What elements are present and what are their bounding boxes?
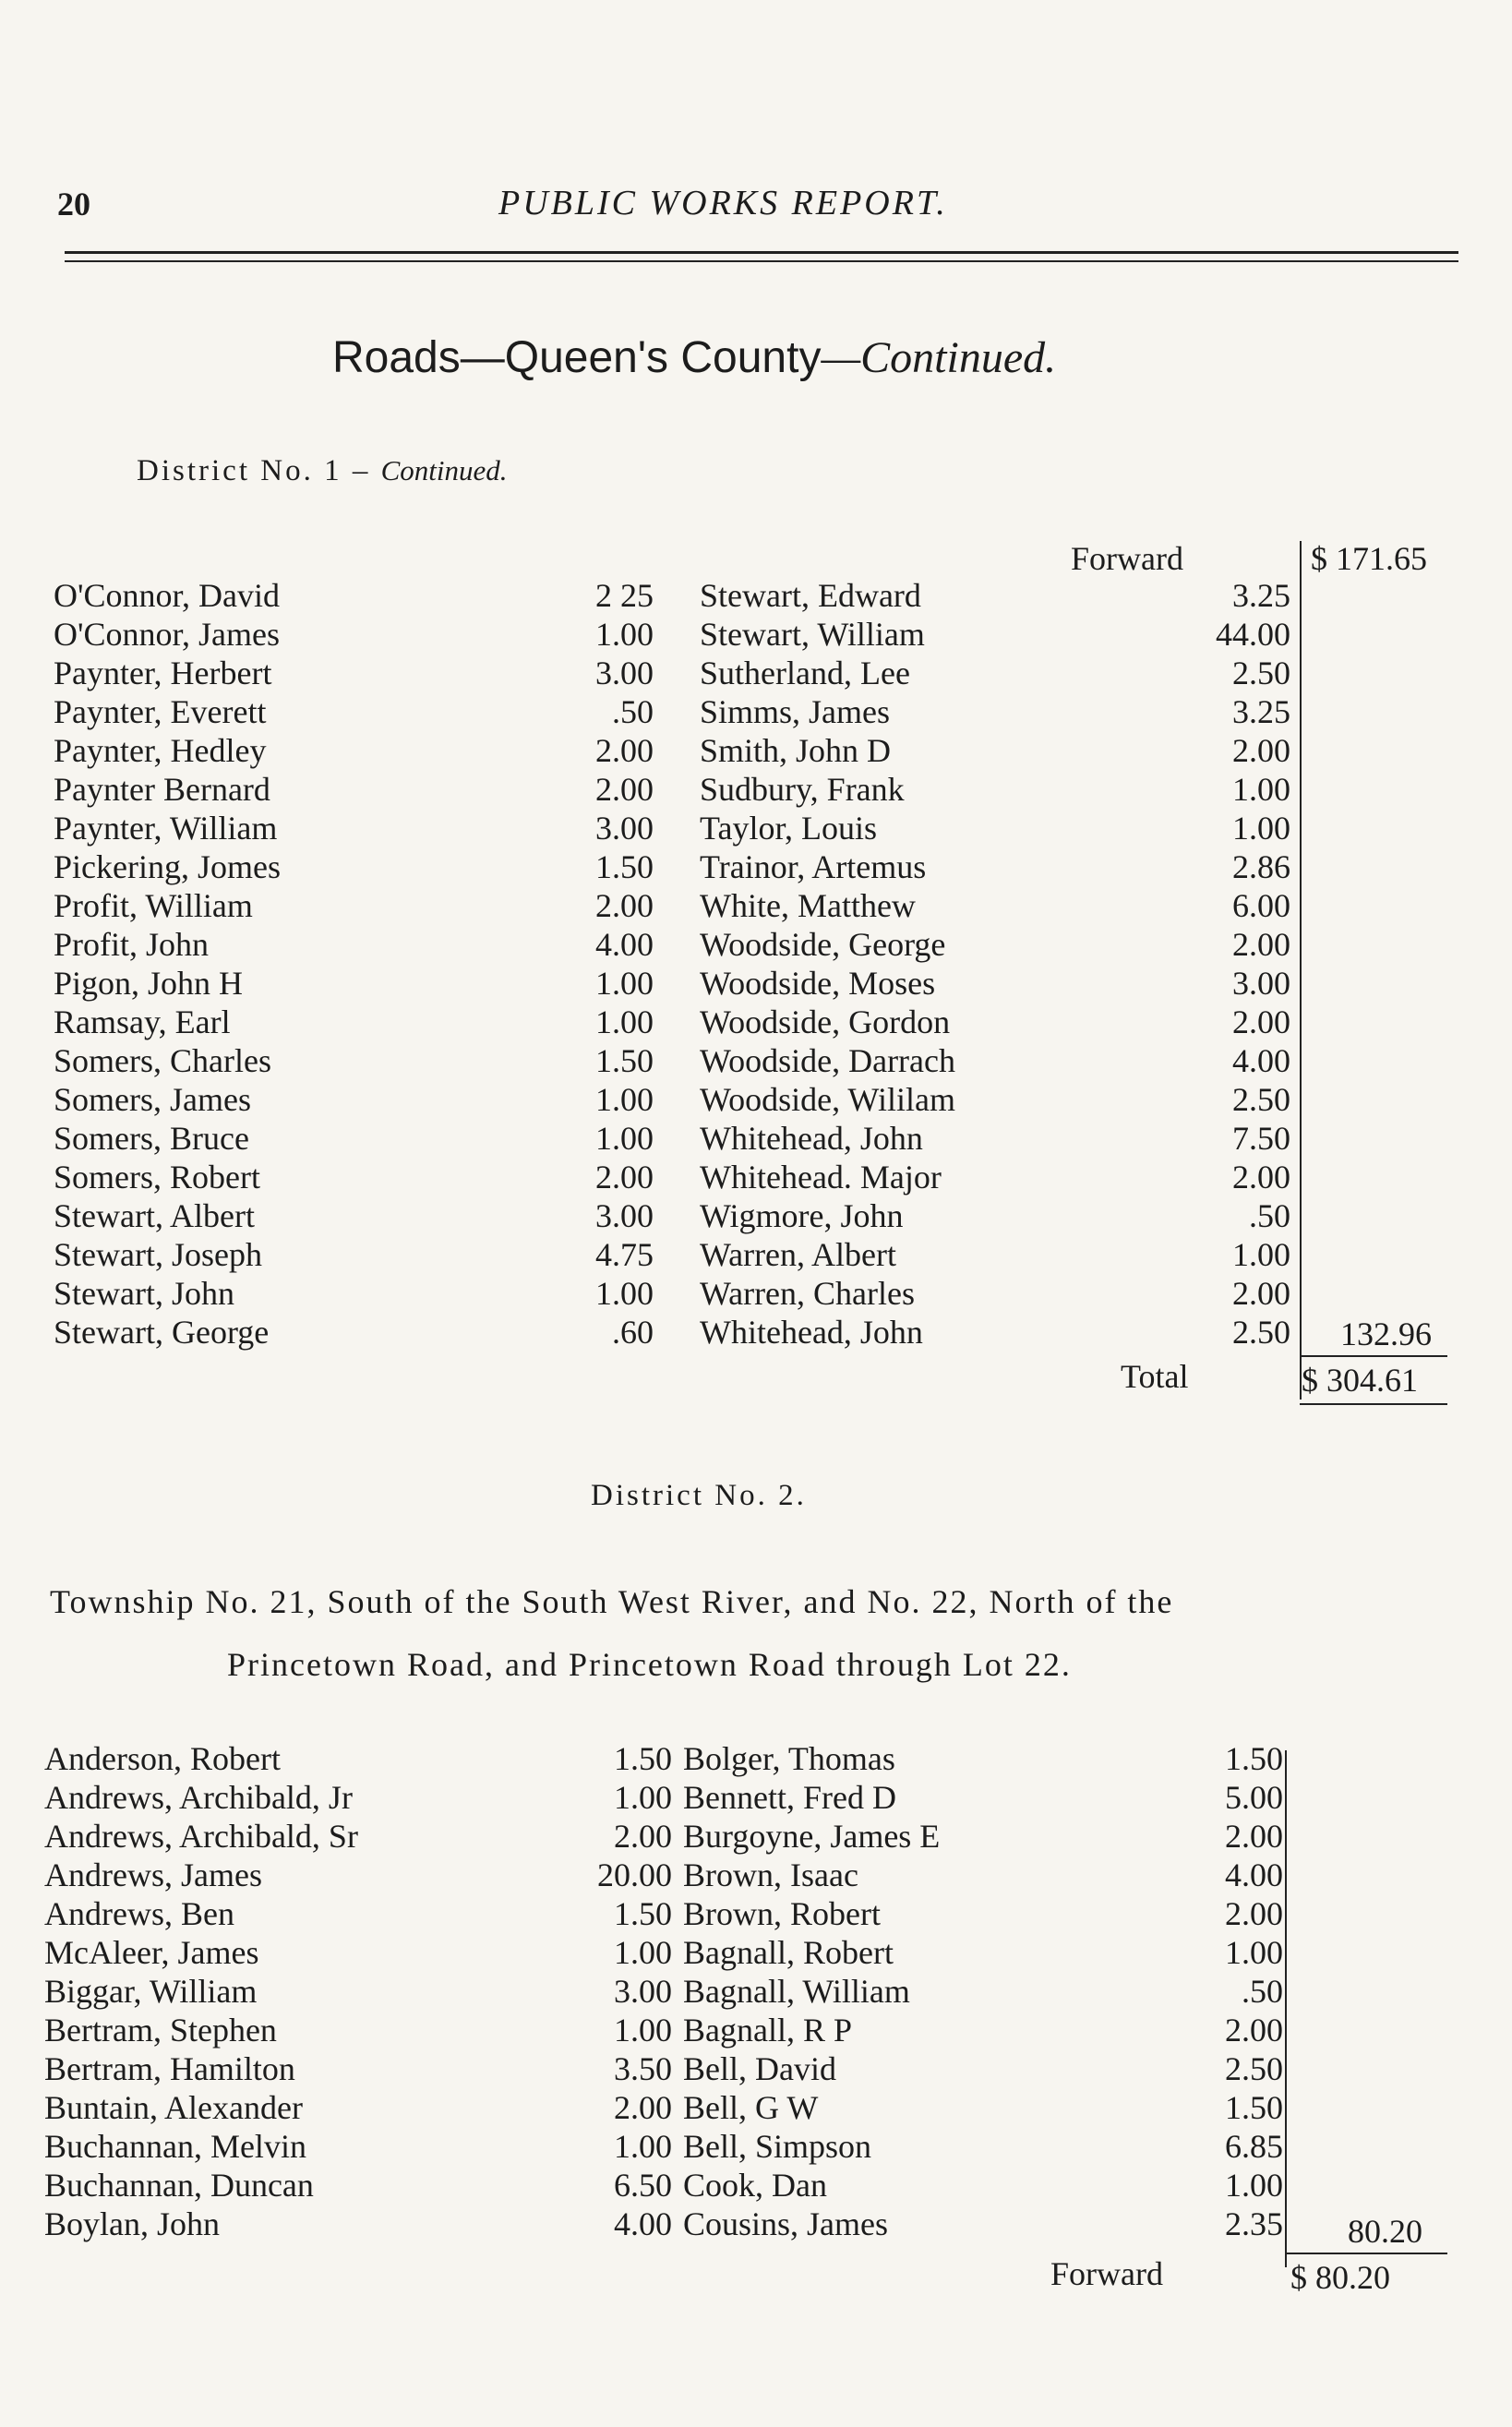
list-item — [54, 576, 654, 615]
list-item — [683, 2205, 1283, 2243]
entry-name: Bertram, Hamilton — [44, 2050, 295, 2087]
running-title: PUBLIC WORKS REPORT. — [498, 184, 948, 222]
entry-name: Anderson, Robert — [44, 1740, 281, 1777]
entry-amount: 6.85 — [1225, 2128, 1283, 2165]
entry-name: McAleer, James — [44, 1934, 259, 1971]
district-2-column-rule — [1285, 1750, 1287, 2267]
entry-amount: 2.00 — [1225, 1895, 1283, 1932]
entry-amount: 2.35 — [1225, 2205, 1283, 2242]
entry-amount: 3.50 — [614, 2050, 672, 2087]
list-item — [700, 925, 1290, 964]
entry-amount: 1.00 — [595, 965, 654, 1002]
entry-amount: 3.25 — [1232, 577, 1290, 614]
list-item — [54, 1158, 654, 1196]
entry-amount: 4.00 — [614, 2205, 672, 2242]
district-2-left-list — [44, 1739, 672, 2243]
district-2-forward-label: Forward — [1050, 2255, 1163, 2292]
entry-amount: 7.50 — [1232, 1120, 1290, 1157]
district-1-forward-label: Forward — [1071, 540, 1183, 577]
entry-name: Wigmore, John — [700, 1197, 904, 1234]
section-title-main: Roads—Queen's County — [332, 333, 822, 382]
district-2-heading: District No. 2. — [591, 1479, 807, 1512]
entry-amount: 1.00 — [614, 1934, 672, 1971]
section-title — [332, 332, 1056, 383]
entry-name: Andrews, Archibald, Jr — [44, 1779, 353, 1816]
list-item — [44, 2011, 672, 2049]
list-item — [54, 847, 654, 886]
list-item — [700, 1080, 1290, 1119]
entry-amount: 1.00 — [1225, 2167, 1283, 2204]
list-item — [54, 692, 654, 731]
entry-name: Bell, David — [683, 2050, 836, 2087]
list-item — [700, 964, 1290, 1003]
list-item — [54, 925, 654, 964]
list-item — [683, 1739, 1283, 1778]
entry-amount: 1.00 — [614, 2012, 672, 2049]
list-item — [683, 1894, 1283, 1933]
entry-name: Profit, John — [54, 926, 210, 963]
entry-amount: 2.86 — [1232, 848, 1290, 885]
entry-amount: 3.25 — [1232, 693, 1290, 730]
district-1-sum-rule — [1300, 1355, 1447, 1357]
entry-name: Stewart, Joseph — [54, 1236, 262, 1273]
entry-name: Bagnall, William — [683, 1973, 910, 2010]
list-item — [44, 1933, 672, 1972]
entry-name: Stewart, William — [700, 616, 925, 653]
list-item — [700, 1235, 1290, 1274]
list-item — [700, 654, 1290, 692]
entry-name: Bagnall, R P — [683, 2012, 853, 2049]
list-item — [44, 1739, 672, 1778]
entry-name: Profit, William — [54, 887, 253, 924]
header-rule-bottom — [65, 260, 1458, 262]
entry-name: Andrews, James — [44, 1856, 262, 1893]
entry-name: Ramsay, Earl — [54, 1003, 231, 1040]
district-1-heading-continued: Continued. — [380, 454, 508, 487]
township-line-1: Township No. 21, South of the South West River, and No. 22, North of the — [50, 1583, 1174, 1620]
entry-amount: 2.00 — [1232, 926, 1290, 963]
list-item — [44, 1972, 672, 2011]
list-item — [700, 615, 1290, 654]
district-2-subtotal: 80.20 — [1348, 2213, 1422, 2250]
entry-name: Buchannan, Melvin — [44, 2128, 306, 2165]
list-item — [54, 770, 654, 809]
entry-name: Woodside, Wililam — [700, 1081, 955, 1118]
list-item — [700, 1313, 1290, 1352]
list-item — [54, 1313, 654, 1352]
entry-name: Cousins, James — [683, 2205, 889, 2242]
entry-name: Woodside, George — [700, 926, 946, 963]
entry-name: Paynter, Herbert — [54, 655, 272, 691]
entry-amount: 1.00 — [595, 1120, 654, 1157]
list-item — [44, 2205, 672, 2243]
entry-name: Whitehead, John — [700, 1120, 923, 1157]
list-item — [54, 731, 654, 770]
list-item — [683, 2127, 1283, 2166]
entry-amount: 1.00 — [1225, 1934, 1283, 1971]
entry-amount: 2.00 — [614, 2089, 672, 2126]
list-item — [700, 770, 1290, 809]
entry-amount: 2.00 — [1232, 1159, 1290, 1195]
entry-amount: 2.50 — [1232, 655, 1290, 691]
page-number: 20 — [57, 186, 90, 222]
entry-amount: .50 — [612, 693, 654, 730]
district-1-total-amount: $ 304.61 — [1302, 1362, 1418, 1399]
list-item — [54, 1196, 654, 1235]
entry-name: Bell, G W — [683, 2089, 819, 2126]
list-item — [700, 1196, 1290, 1235]
list-item — [683, 1933, 1283, 1972]
entry-amount: 1.00 — [595, 1003, 654, 1040]
entry-name: Somers, James — [54, 1081, 251, 1118]
entry-amount: 1.00 — [595, 616, 654, 653]
entry-amount: 1.50 — [595, 1042, 654, 1079]
entry-amount: 2.00 — [1232, 1003, 1290, 1040]
list-item — [54, 1003, 654, 1041]
list-item — [683, 2088, 1283, 2127]
entry-amount: .50 — [1242, 1973, 1283, 2010]
entry-name: Stewart, George — [54, 1314, 270, 1351]
list-item — [700, 1119, 1290, 1158]
entry-amount: 1.50 — [1225, 2089, 1283, 2126]
list-item — [44, 1778, 672, 1817]
entry-name: Warren, Albert — [700, 1236, 897, 1273]
entry-name: Stewart, Edward — [700, 577, 921, 614]
list-item — [700, 886, 1290, 925]
township-line-2: Princetown Road, and Princetown Road through Lot 22. — [227, 1646, 1072, 1683]
entry-amount: 44.00 — [1216, 616, 1290, 653]
list-item — [700, 1041, 1290, 1080]
entry-amount: 4.75 — [595, 1236, 654, 1273]
entry-name: Paynter, Everett — [54, 693, 267, 730]
entry-amount: 2.00 — [595, 771, 654, 808]
list-item — [44, 2088, 672, 2127]
entry-amount: 1.00 — [1232, 1236, 1290, 1273]
entry-name: Paynter Bernard — [54, 771, 270, 808]
entry-name: Boylan, John — [44, 2205, 221, 2242]
entry-name: Andrews, Archibald, Sr — [44, 1818, 358, 1855]
entry-name: Woodside, Darrach — [700, 1042, 955, 1079]
entry-name: Bertram, Stephen — [44, 2012, 277, 2049]
list-item — [54, 886, 654, 925]
list-item — [54, 654, 654, 692]
entry-amount: .60 — [612, 1314, 654, 1351]
entry-name: Paynter, William — [54, 810, 278, 847]
entry-amount: 4.00 — [1232, 1042, 1290, 1079]
list-item — [683, 2049, 1283, 2088]
entry-name: Pickering, Jomes — [54, 848, 281, 885]
district-2-right-list — [683, 1739, 1283, 2243]
entry-name: Somers, Bruce — [54, 1120, 249, 1157]
entry-name: Buntain, Alexander — [44, 2089, 303, 2126]
entry-amount: 3.00 — [595, 810, 654, 847]
entry-name: Bell, Simpson — [683, 2128, 872, 2165]
entry-amount: .50 — [1249, 1197, 1290, 1234]
entry-name: Stewart, Albert — [54, 1197, 255, 1234]
entry-amount: 1.00 — [1232, 810, 1290, 847]
district-1-total-rule — [1300, 1403, 1447, 1405]
list-item — [54, 615, 654, 654]
entry-name: Brown, Robert — [683, 1895, 881, 1932]
entry-name: Pigon, John H — [54, 965, 244, 1002]
list-item — [44, 1856, 672, 1894]
list-item — [54, 1235, 654, 1274]
entry-name: Woodside, Moses — [700, 965, 936, 1002]
district-1-total-label: Total — [1121, 1358, 1189, 1395]
entry-amount: 1.00 — [595, 1081, 654, 1118]
entry-amount: 2.00 — [614, 1818, 672, 1855]
district-1-forward-amount: $ 171.65 — [1311, 540, 1427, 577]
entry-amount: 1.00 — [614, 2128, 672, 2165]
list-item — [700, 576, 1290, 615]
list-item — [44, 1894, 672, 1933]
entry-name: Cook, Dan — [683, 2167, 827, 2204]
list-item — [700, 692, 1290, 731]
entry-name: Whitehead, John — [700, 1314, 923, 1351]
list-item — [683, 1817, 1283, 1856]
entry-name: O'Connor, James — [54, 616, 281, 653]
entry-amount: 2.00 — [1225, 2012, 1283, 2049]
district-1-subtotal: 132.96 — [1340, 1316, 1432, 1352]
entry-amount: 20.00 — [597, 1856, 672, 1893]
list-item — [54, 1080, 654, 1119]
entry-name: Paynter, Hedley — [54, 732, 267, 769]
list-item — [44, 2049, 672, 2088]
district-2-sum-rule — [1285, 2253, 1447, 2254]
entry-amount: 1.50 — [614, 1895, 672, 1932]
header-rule-top — [65, 251, 1458, 254]
district-2-forward-amount: $ 80.20 — [1290, 2259, 1390, 2296]
entry-amount: 4.00 — [1225, 1856, 1283, 1893]
entry-amount: 1.00 — [614, 1779, 672, 1816]
district-1-heading — [137, 454, 508, 488]
entry-amount: 1.00 — [595, 1275, 654, 1312]
entry-name: Bennett, Fred D — [683, 1779, 896, 1816]
list-item — [683, 2011, 1283, 2049]
district-1-left-list — [54, 576, 654, 1352]
list-item — [700, 1003, 1290, 1041]
entry-amount: 2 25 — [595, 577, 654, 614]
entry-amount: 3.00 — [614, 1973, 672, 2010]
entry-name: Warren, Charles — [700, 1275, 915, 1312]
list-item — [700, 1158, 1290, 1196]
entry-name: Bolger, Thomas — [683, 1740, 895, 1777]
entry-amount: 2.00 — [595, 732, 654, 769]
entry-name: White, Matthew — [700, 887, 916, 924]
entry-amount: 1.00 — [1232, 771, 1290, 808]
entry-amount: 2.50 — [1225, 2050, 1283, 2087]
entry-name: Somers, Robert — [54, 1159, 260, 1195]
district-1-right-list — [700, 576, 1290, 1352]
entry-amount: 3.00 — [595, 655, 654, 691]
entry-amount: 2.00 — [595, 887, 654, 924]
list-item — [44, 2127, 672, 2166]
entry-amount: 1.50 — [614, 1740, 672, 1777]
entry-name: Brown, Isaac — [683, 1856, 858, 1893]
entry-name: Woodside, Gordon — [700, 1003, 951, 1040]
entry-amount: 2.50 — [1232, 1314, 1290, 1351]
list-item — [683, 2166, 1283, 2205]
entry-name: Taylor, Louis — [700, 810, 878, 847]
entry-amount: 6.50 — [614, 2167, 672, 2204]
list-item — [700, 809, 1290, 847]
entry-name: Sudbury, Frank — [700, 771, 905, 808]
entry-amount: 5.00 — [1225, 1779, 1283, 1816]
entry-amount: 1.50 — [595, 848, 654, 885]
entry-name: Whitehead. Major — [700, 1159, 942, 1195]
district-1-heading-label: District No. 1 – — [137, 454, 371, 487]
entry-name: Andrews, Ben — [44, 1895, 234, 1932]
list-item — [683, 1972, 1283, 2011]
list-item — [700, 1274, 1290, 1313]
list-item — [54, 964, 654, 1003]
entry-amount: 2.00 — [1225, 1818, 1283, 1855]
entry-amount: 2.00 — [1232, 1275, 1290, 1312]
district-1-column-rule — [1300, 541, 1302, 1400]
entry-name: Biggar, William — [44, 1973, 258, 2010]
entry-name: O'Connor, David — [54, 577, 281, 614]
section-title-continued: —Continued. — [821, 333, 1057, 382]
list-item — [683, 1778, 1283, 1817]
entry-name: Smith, John D — [700, 732, 892, 769]
entry-amount: 3.00 — [1232, 965, 1290, 1002]
entry-amount: 4.00 — [595, 926, 654, 963]
entry-name: Somers, Charles — [54, 1042, 271, 1079]
entry-name: Sutherland, Lee — [700, 655, 910, 691]
entry-name: Simms, James — [700, 693, 891, 730]
entry-name: Bagnall, Robert — [683, 1934, 894, 1971]
list-item — [54, 809, 654, 847]
list-item — [700, 731, 1290, 770]
list-item — [44, 2166, 672, 2205]
entry-amount: 1.50 — [1225, 1740, 1283, 1777]
entry-amount: 6.00 — [1232, 887, 1290, 924]
list-item — [54, 1274, 654, 1313]
entry-amount: 2.00 — [1232, 732, 1290, 769]
entry-name: Stewart, John — [54, 1275, 234, 1312]
list-item — [44, 1817, 672, 1856]
entry-name: Burgoyne, James E — [683, 1818, 941, 1855]
entry-amount: 2.50 — [1232, 1081, 1290, 1118]
entry-name: Buchannan, Duncan — [44, 2167, 314, 2204]
entry-amount: 3.00 — [595, 1197, 654, 1234]
entry-name: Trainor, Artemus — [700, 848, 927, 885]
list-item — [54, 1119, 654, 1158]
list-item — [54, 1041, 654, 1080]
list-item — [683, 1856, 1283, 1894]
entry-amount: 2.00 — [595, 1159, 654, 1195]
list-item — [700, 847, 1290, 886]
